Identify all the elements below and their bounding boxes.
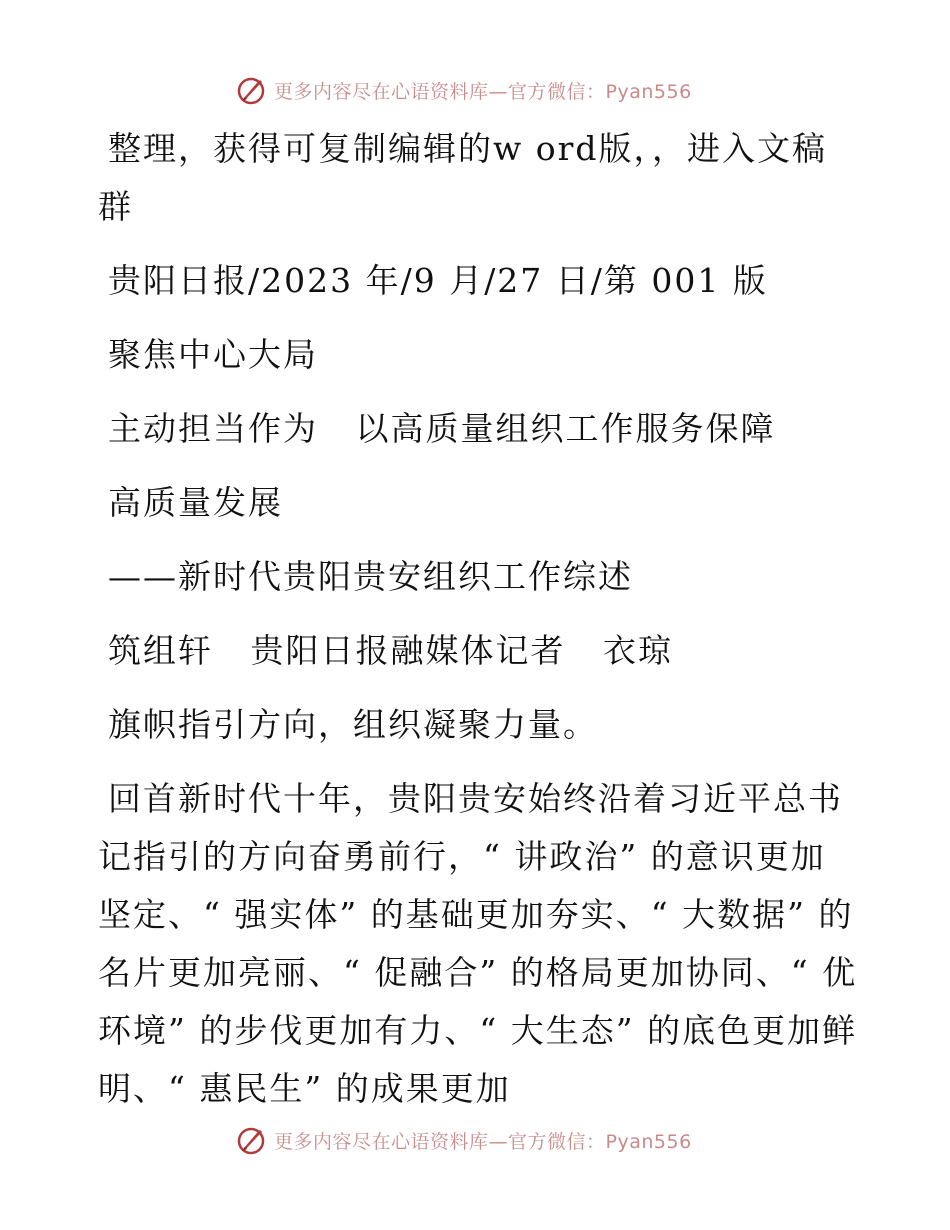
header-watermark [236, 72, 692, 108]
paragraph-notice: 整理，获得可复制编辑的w ord版，，进入文稿群 [98, 129, 828, 226]
pen-logo-icon [236, 1124, 268, 1156]
watermark-text: 更多内容尽在心语资料库—官方微信：Pyan556 [274, 80, 692, 103]
paragraph-source-line: 贵阳日报/2023 年/9 月/27 日/第 001 版 [108, 261, 768, 300]
document-body [98, 120, 858, 1134]
paragraph-headline-1: 聚焦中心大局 [108, 335, 318, 374]
paragraph-subtitle: ——新时代贵阳贵安组织工作综述 [108, 557, 633, 596]
paragraph-byline: 筑组轩 贵阳日报融媒体记者 衣琼 [108, 631, 673, 670]
paragraph-headline-2: 主动担当作为 以高质量组织工作服务保障 [108, 409, 776, 448]
paragraph-lead: 旗帜指引方向，组织凝聚力量。 [108, 705, 598, 744]
paragraph-body: 回首新时代十年，贵阳贵安始终沿着习近平总书记指引的方向奋勇前行，“ 讲政治” 的意识更加坚定、“ 强实体” 的基础更加夯实、“ 大数据” 的名片更加亮丽、“ 促融合” 的格局更加协同、“ 优环境” 的步伐更加有力、“ 大生态” 的底色更加鲜明、“ 惠民生” 的成果更加 [98, 779, 858, 1108]
watermark-text: 更多内容尽在心语资料库—官方微信：Pyan556 [274, 1130, 692, 1153]
footer-watermark [236, 1122, 692, 1158]
pen-logo-icon [236, 74, 268, 106]
paragraph-headline-3: 高质量发展 [108, 483, 283, 522]
